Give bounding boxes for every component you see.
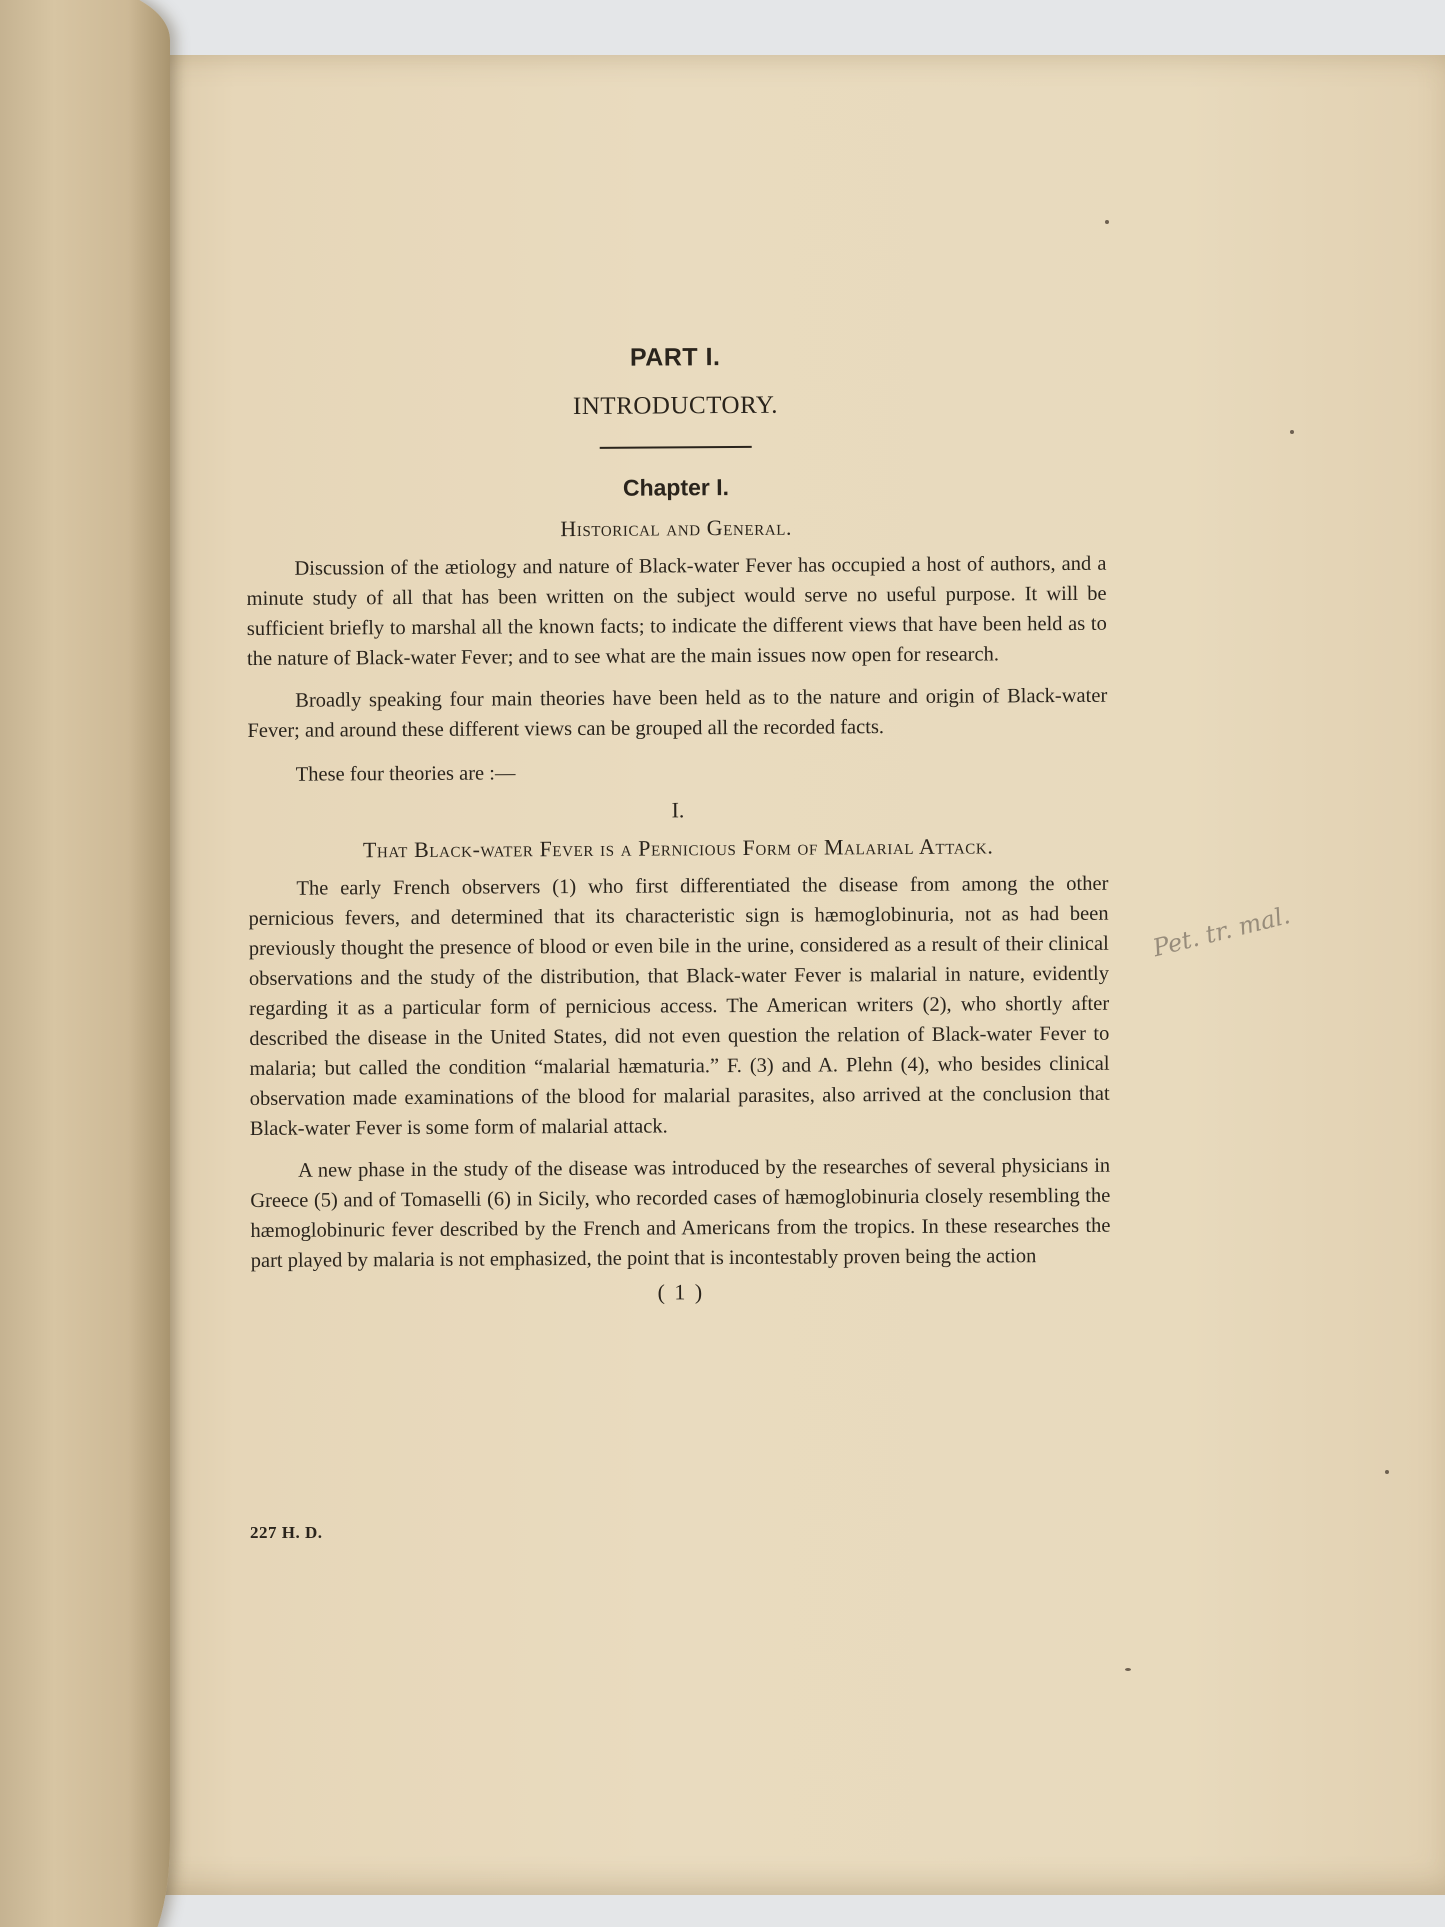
handwritten-margin-note: Pet. tr. mal. <box>1150 901 1293 963</box>
paper-speck <box>1125 1668 1131 1671</box>
left-page-curl <box>0 0 170 1927</box>
chapter-title: Chapter I. <box>622 474 730 501</box>
page-text-block <box>245 325 1111 1308</box>
paragraph-french-observers: The early French observers (1) who first differentiated the disease from among the other pernicious fevers, and determined that its characteristic sign is hæmoglobinuria, not as had been previously thought the presence of blood or even bile in the urine, considered as a result of their clinical observations and the study of the distribution, that Black-water Fever is malarial in nature, evidently regarding it as a particular form of pernicious access. The American writers (2), who shortly after described the disease in the United States, did not even question the relation of Black-water Fever to malaria; but called the condition “malarial hæmaturia.” F. (3) and A. Plehn (4), who besides clinical observation made examinations of the blood for malarial parasites, also arrived at the conclusion that Black-water Fever is some form of malarial attack. <box>248 872 1110 1140</box>
theory-heading: That Black-water Fever is a Pernicious Form of Malarial Attack. <box>362 833 994 863</box>
paragraph-theories-list: These four theories are :— <box>295 762 516 786</box>
paragraph-theories: Broadly speaking four main theories have been held as to the nature and origin of Black-water Fever; and around these different views can be grouped all the recorded facts. <box>247 684 1108 742</box>
chapter-subtitle: Historical and General. <box>560 514 793 542</box>
paper-speck <box>1385 1470 1389 1474</box>
paper-speck <box>1105 220 1109 224</box>
page-number: ( 1 ) <box>657 1279 705 1305</box>
title-divider <box>600 446 752 449</box>
part-title: PART I. <box>629 343 721 372</box>
print-code: 227 H. D. <box>250 1523 323 1542</box>
paragraph-intro: Discussion of the ætiology and nature of Black-water Fever has occupied a host of authors, and a minute study of all that has been written on the subject would serve no useful purpose. It will be sufficient briefly to marshal all the known facts; to indicate the different views that have been held as to the nature of Black-water Fever; and to see what are the main issues now open for research. <box>246 552 1107 670</box>
paper-speck <box>1290 430 1294 434</box>
section-title: INTRODUCTORY. <box>572 391 779 420</box>
paragraph-new-phase: A new phase in the study of the disease was introduced by the researches of several physicians in Greece (5) and of Tomaselli (6) in Sicily, who recorded cases of hæmoglobinuria closely resembling the hæmoglobinuric fever described by the French and Americans from the tropics. In these researches the part played by malaria is not emphasized, the point that is incontestably proven being the action <box>250 1154 1111 1272</box>
theory-numeral: I. <box>671 797 685 823</box>
